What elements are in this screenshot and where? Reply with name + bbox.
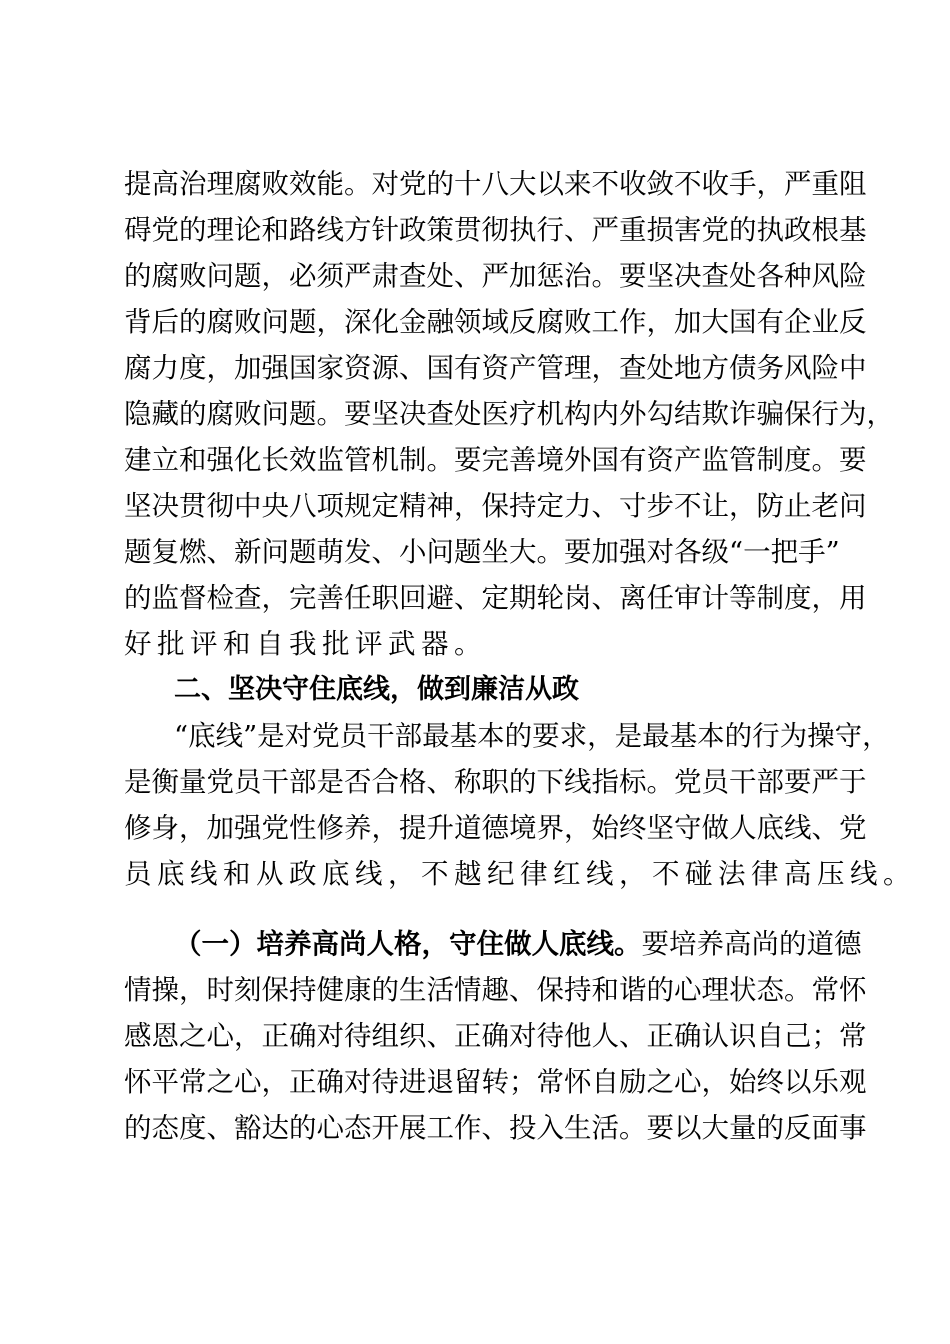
paragraph-line: “ 底 线 ” 是 对 党 员 干 部 最 基 本 的 要 求 ， 是 最 基 本 的 行 为 操 守 ， <box>174 720 890 752</box>
section-heading <box>174 672 836 708</box>
paragraph-line <box>124 856 916 892</box>
paragraph-line: 隐 藏 的 腐 败 问 题 。 要 坚 决 查 处 医 疗 机 构 内 外 勾 结 欺 诈 骗 保 行 为 ， <box>124 398 894 430</box>
paragraph-line: 是 衡 量 党 员 干 部 是 否 合 格 、 称 职 的 下 线 指 标 。 党 员 干 部 要 严 于 <box>124 766 867 798</box>
paragraph-line: 的 态 度 、 豁 达 的 心 态 开 展 工 作 、 投 入 生 活 。 要 以 大 量 的 反 面 事 <box>124 1112 867 1144</box>
paragraph-line: （ 一 ） 培 养 高 尚 人 格 ， 守 住 做 人 底 线 。 要 培 养 高 尚 的 道 德 <box>174 928 862 960</box>
paragraph-line <box>124 626 836 662</box>
paragraph-line: 情 操 ， 时 刻 保 持 健 康 的 生 活 情 趣 、 保 持 和 谐 的 心 理 状 态 。 常 怀 <box>124 974 867 1006</box>
paragraph-line: 碍 党 的 理 论 和 路 线 方 针 政 策 贯 彻 执 行 、 严 重 损 害 党 的 执 政 根 基 <box>124 214 867 246</box>
paragraph-line: 的 监 督 检 查 ， 完 善 任 职 回 避 、 定 期 轮 岗 、 离 任 审 计 等 制 度 ， 用 <box>124 582 867 614</box>
paragraph-line: 提 高 治 理 腐 败 效 能 。 对 党 的 十 八 大 以 来 不 收 敛 不 收 手 ， 严 重 阻 <box>124 168 867 200</box>
paragraph-line: 背 后 的 腐 败 问 题 ， 深 化 金 融 领 域 反 腐 败 工 作 ， 加 大 国 有 企 业 反 <box>124 306 867 338</box>
paragraph-line: 建 立 和 强 化 长 效 监 管 机 制 。 要 完 善 境 外 国 有 资 产 监 管 制 度 。 要 <box>124 444 867 476</box>
paragraph-line: 怀 平 常 之 心 ， 正 确 对 待 进 退 留 转 ； 常 怀 自 励 之 心 ， 始 终 以 乐 观 <box>124 1066 867 1098</box>
paragraph-line: 题 复 燃 、 新 问 题 萌 发 、 小 问 题 坐 大 。 要 加 强 对 各 级 “ 一 把 手 ” <box>124 536 840 568</box>
paragraph-line: 感 恩 之 心 ， 正 确 对 待 组 织 、 正 确 对 待 他 人 、 正 确 认 识 自 己 ； 常 <box>124 1020 867 1052</box>
paragraph-line: 的 腐 败 问 题 ， 必 须 严 肃 查 处 、 严 加 惩 治 。 要 坚 决 查 处 各 种 风 险 <box>124 260 867 292</box>
paragraph-line: 坚 决 贯 彻 中 央 八 项 规 定 精 神 ， 保 持 定 力 、 寸 步 不 让 ， 防 止 老 问 <box>124 490 867 522</box>
section-heading-text: 二、坚决守住底线，做到廉洁从政 <box>174 674 579 705</box>
paragraph-line: 修 身 ， 加 强 党 性 修 养 ， 提 升 道 德 境 界 ， 始 终 坚 守 做 人 底 线 、 党 <box>124 812 867 844</box>
paragraph-text: 好批评和自我批评武器。 <box>124 628 487 660</box>
paragraph-line: 腐 力 度 ， 加 强 国 家 资 源 、 国 有 资 产 管 理 ， 查 处 地 方 债 务 风 险 中 <box>124 352 867 384</box>
paragraph-text: 员底线和从政底线，不越纪律红线，不碰法律高压线。 <box>124 858 916 890</box>
